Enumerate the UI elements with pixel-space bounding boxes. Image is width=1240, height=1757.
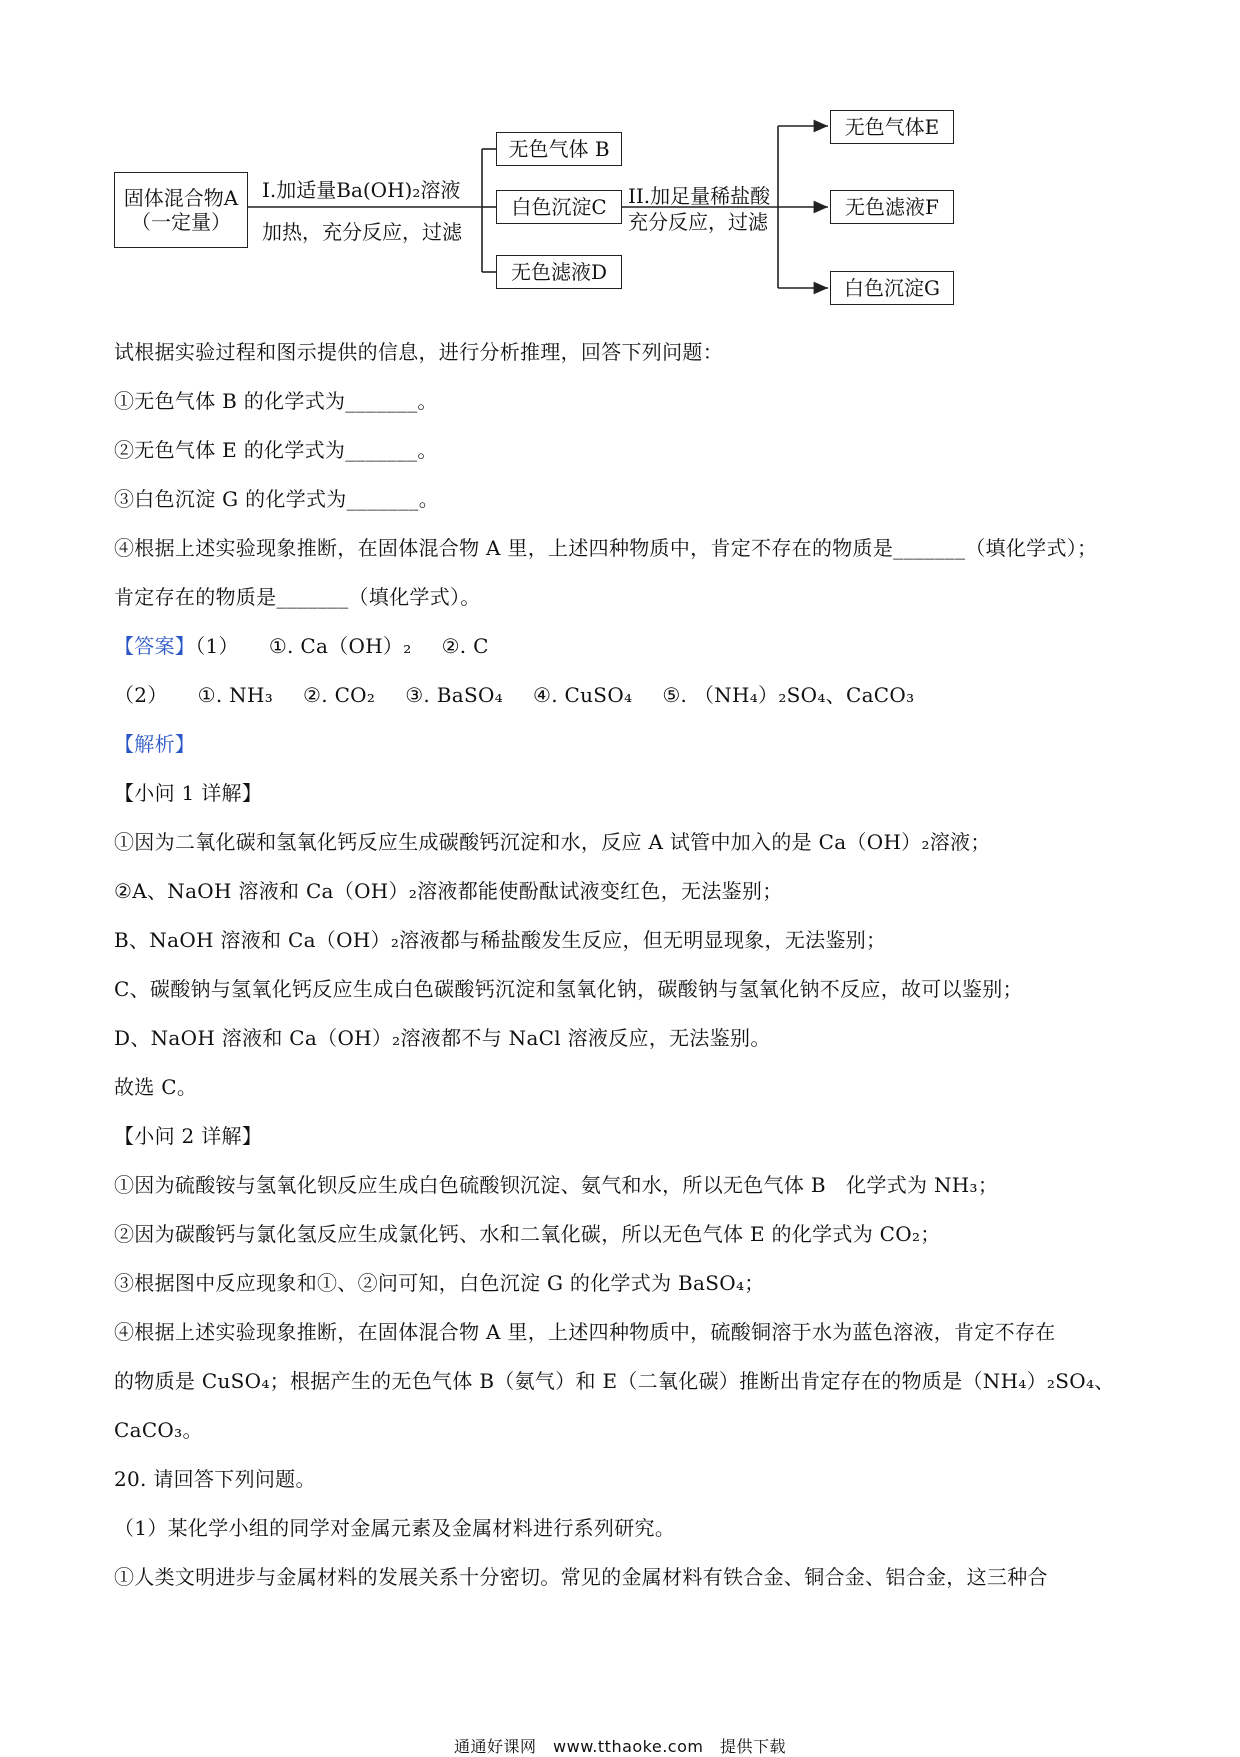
- question-item-2: ②无色气体 E 的化学式为_______。: [114, 438, 438, 462]
- answer-tag: 【答案】: [114, 634, 196, 658]
- answer-2-num: （2）: [114, 683, 168, 707]
- analysis-q1-line-5: D、NaOH 溶液和 Ca（OH）₂溶液都不与 NaCl 溶液反应，无法鉴别。: [114, 1026, 771, 1050]
- step1-reagent: I.加适量Ba(OH)₂溶液: [262, 178, 461, 202]
- answer-2-e: ⑤. （NH₄）₂SO₄、CaCO₃: [662, 683, 915, 707]
- analysis-q2-line-3: ③根据图中反应现象和①、②问可知，白色沉淀 G 的化学式为 BaSO₄；: [114, 1271, 765, 1295]
- page-footer: 通通好课网 www.tthaoke.com 提供下载: [454, 1737, 786, 1756]
- answer-2-a: ①. NH₃: [197, 683, 274, 707]
- analysis-q1-line-4: C、碳酸钠与氢氧化钙反应生成白色碳酸钙沉淀和氢氧化钠，碳酸钠与氢氧化钠不反应，故可以鉴别；: [114, 977, 1023, 1001]
- question-item-3: ③白色沉淀 G 的化学式为_______。: [114, 487, 439, 511]
- analysis-q2-line-1: ①因为硫酸铵与氢氧化钡反应生成白色硫酸钡沉淀、氨气和水，所以无色气体 B 化学式为 NH₃；: [114, 1173, 999, 1197]
- analysis-q1-line-2: ②A、NaOH 溶液和 Ca（OH）₂溶液都能使酚酞试液变红色，无法鉴别；: [114, 879, 783, 903]
- answer-1-b: ②. C: [441, 634, 489, 658]
- answer-2-d: ④. CuSO₄: [532, 683, 633, 707]
- analysis-q2-line-2: ②因为碳酸钙与氯化氢反应生成氯化钙、水和二氧化碳，所以无色气体 E 的化学式为 CO₂；: [114, 1222, 941, 1246]
- box-colorless-filtrate-d: 无色滤液D: [496, 255, 622, 289]
- box-a-line2: （一定量）: [131, 210, 231, 234]
- analysis-q1-line-1: ①因为二氧化碳和氢氧化钙反应生成碳酸钙沉淀和水，反应 A 试管中加入的是 Ca（OH）₂溶液；: [114, 830, 991, 854]
- answer-1-num: （1）: [195, 634, 239, 658]
- answer-row-1: [114, 630, 489, 659]
- step2-reagent: II.加足量稀盐酸: [628, 184, 771, 208]
- analysis-q2-line-5: 的物质是 CuSO₄；根据产生的无色气体 B（氨气）和 E（二氧化碳）推断出肯定存在的物质是（NH₄）₂SO₄、: [114, 1369, 1115, 1393]
- question-item-4-cont: 肯定存在的物质是_______（填化学式）。: [114, 585, 481, 609]
- box-solid-mixture-a: [114, 172, 248, 248]
- analysis-q1-line-3: B、NaOH 溶液和 Ca（OH）₂溶液都与稀盐酸发生反应，但无明显现象，无法鉴别；: [114, 928, 887, 952]
- box-colorless-filtrate-f: 无色滤液F: [830, 190, 954, 224]
- box-a-line1: 固体混合物A: [123, 186, 239, 210]
- question-intro: 试根据实验过程和图示提供的信息，进行分析推理，回答下列问题：: [114, 340, 723, 364]
- subquestion-1-title: 【小问 1 详解】: [114, 781, 263, 805]
- analysis-tag: 【解析】: [114, 732, 196, 756]
- question-20-line-1: ①人类文明进步与金属材料的发展关系十分密切。常见的金属材料有铁合金、铜合金、铝合金，这三种合: [114, 1565, 1048, 1589]
- question-20-sub-1: （1）某化学小组的同学对金属元素及金属材料进行系列研究。: [114, 1516, 676, 1540]
- answer-row-2: [114, 679, 914, 708]
- answer-1-a: ①. Ca（OH）₂: [268, 634, 412, 658]
- analysis-q1-line-6: 故选 C。: [114, 1075, 198, 1099]
- step1-condition: 加热，充分反应，过滤: [262, 220, 462, 244]
- box-white-precipitate-c: 白色沉淀C: [496, 190, 622, 224]
- box-white-precipitate-g: 白色沉淀G: [830, 271, 954, 305]
- step2-condition: 充分反应，过滤: [628, 210, 768, 234]
- flow-diagram: [0, 0, 1240, 320]
- answer-2-c: ③. BaSO₄: [405, 683, 503, 707]
- question-item-1: ①无色气体 B 的化学式为_______。: [114, 389, 438, 413]
- analysis-q2-line-4: ④根据上述实验现象推断，在固体混合物 A 里，上述四种物质中，硫酸铜溶于水为蓝色溶液，肯定不存在: [114, 1320, 1056, 1344]
- question-20-title: 20. 请回答下列问题。: [114, 1467, 316, 1491]
- question-item-4: ④根据上述实验现象推断，在固体混合物 A 里，上述四种物质中，肯定不存在的物质是_______（填化学式）；: [114, 536, 1098, 560]
- box-colorless-gas-e: 无色气体E: [830, 110, 954, 144]
- answer-2-b: ②. CO₂: [303, 683, 376, 707]
- subquestion-2-title: 【小问 2 详解】: [114, 1124, 263, 1148]
- analysis-q2-line-6: CaCO₃。: [114, 1418, 203, 1442]
- box-colorless-gas-b: 无色气体 B: [496, 132, 622, 166]
